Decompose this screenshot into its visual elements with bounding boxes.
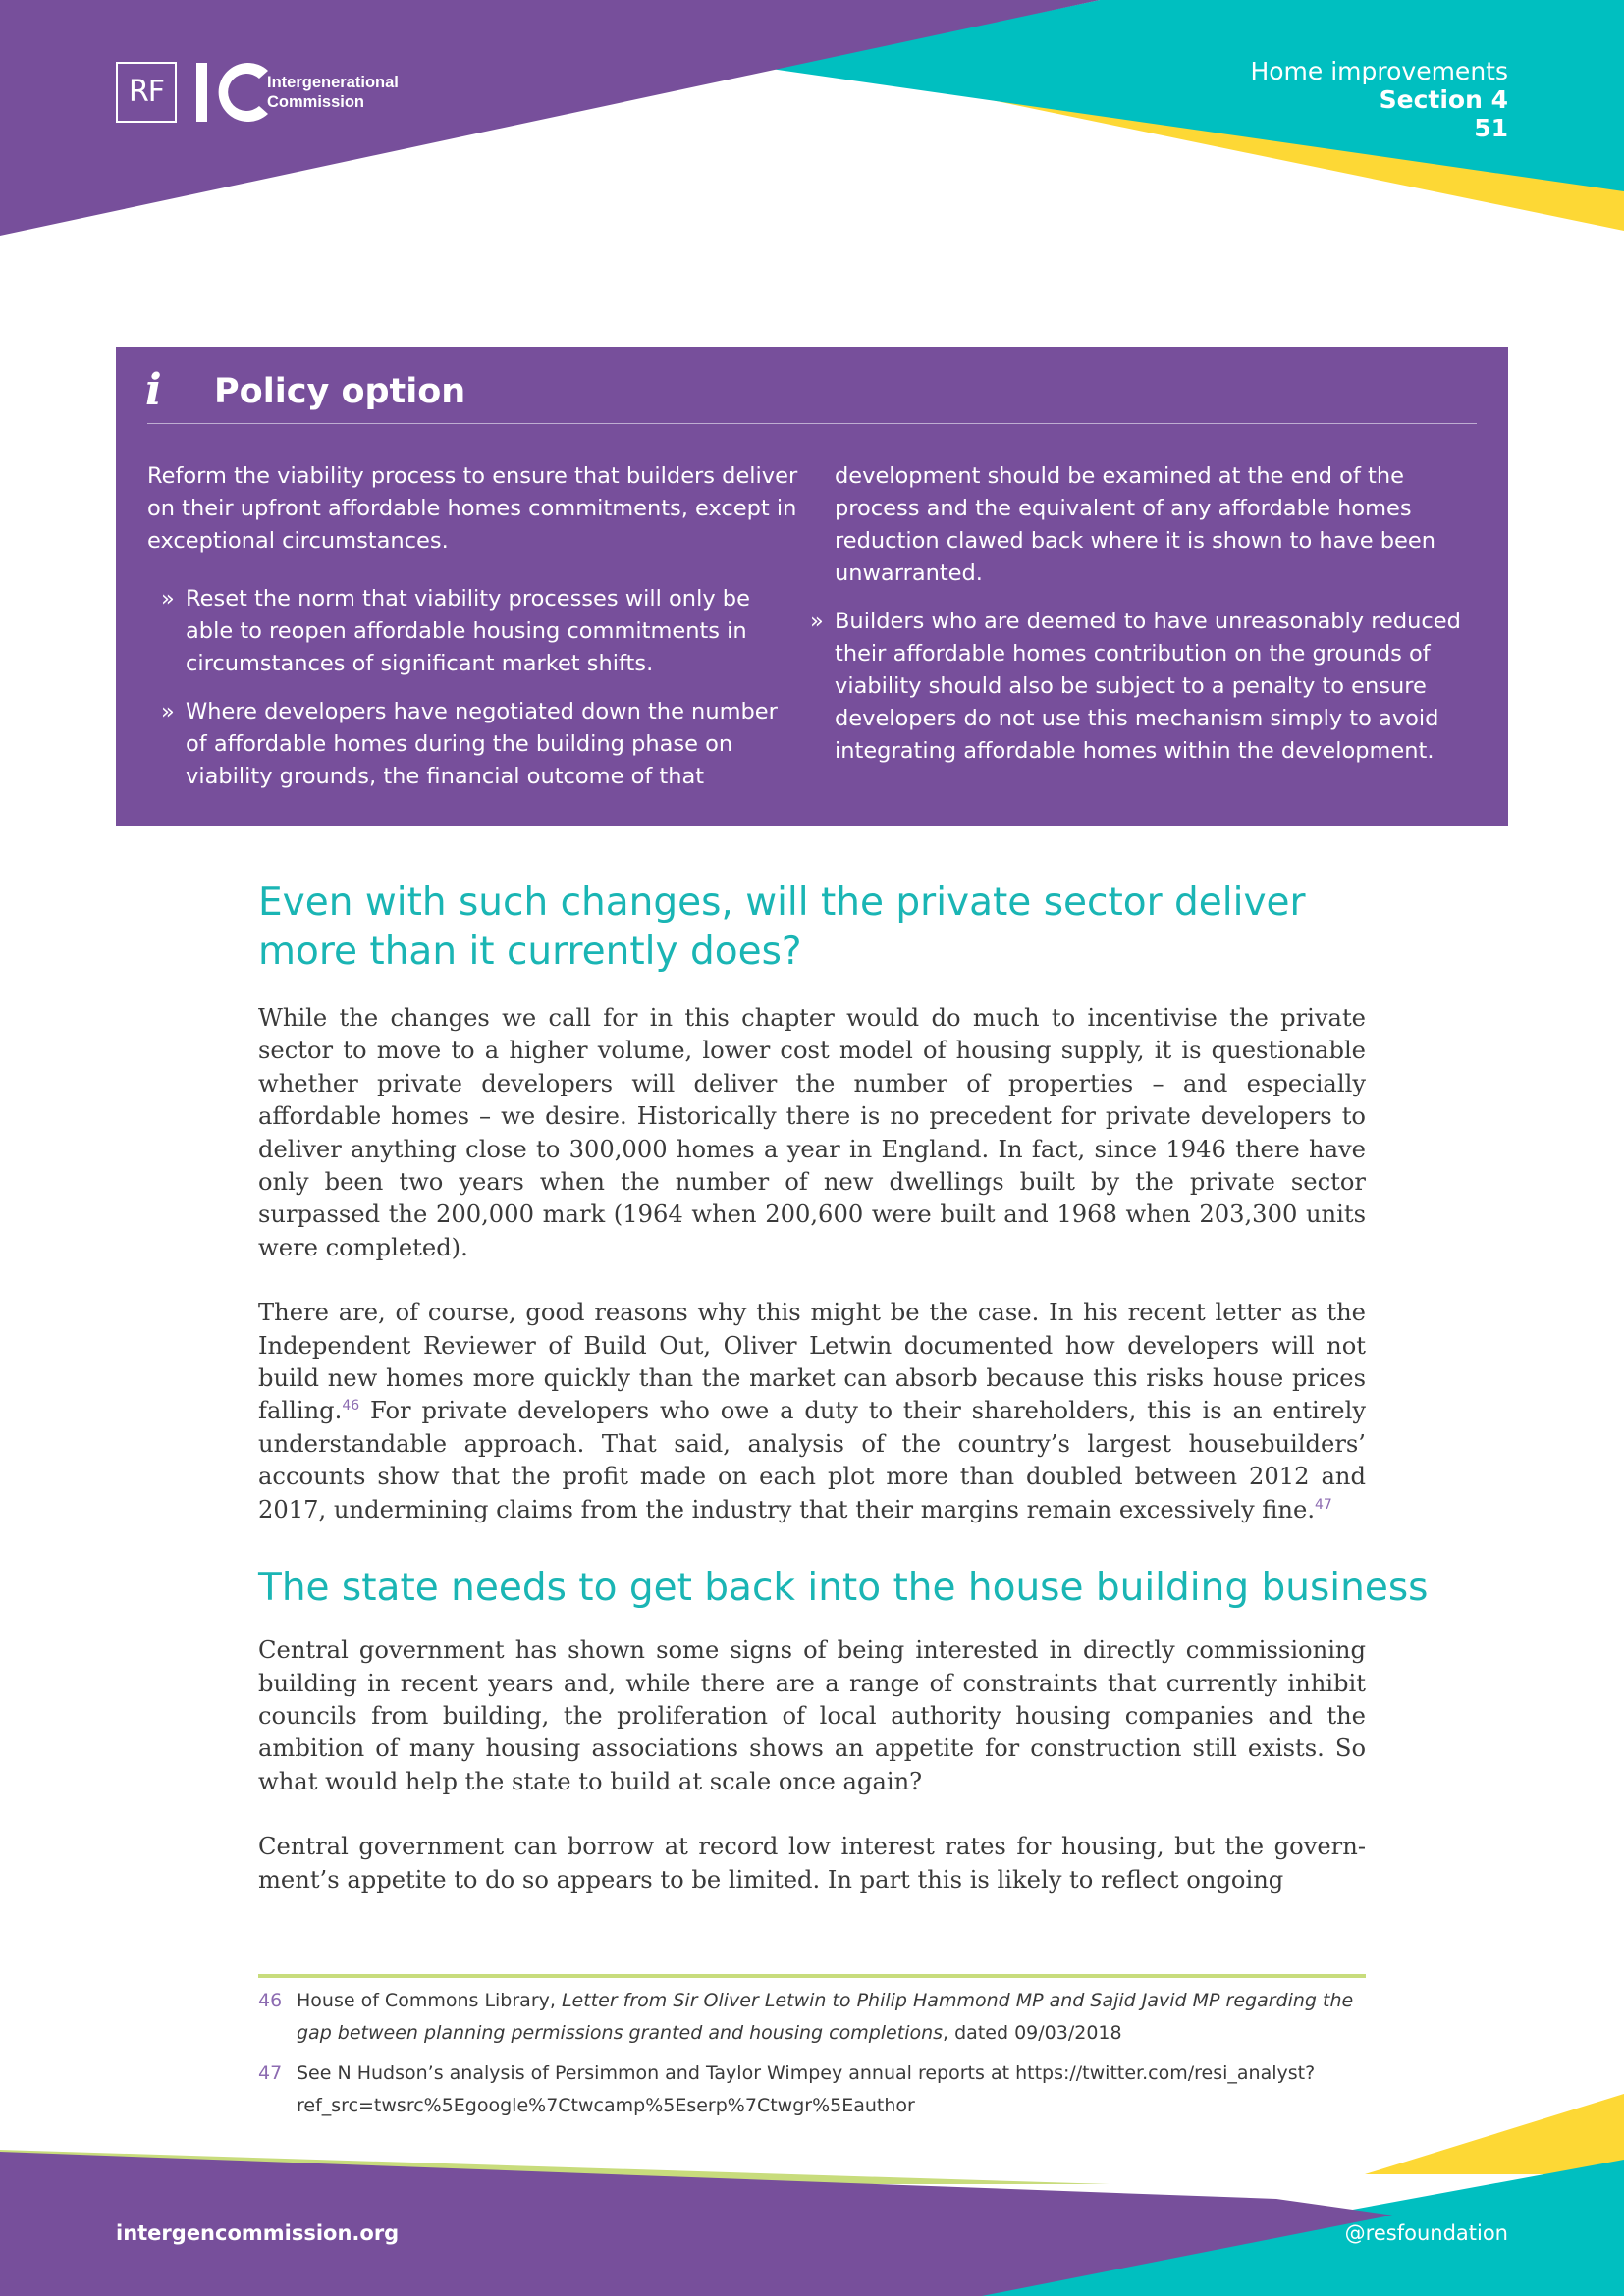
footnote-reference[interactable]: 47 — [1315, 1496, 1332, 1513]
ic-logo-text — [267, 73, 399, 112]
policy-bullet — [796, 606, 1488, 768]
footnote-title: Letter from Sir Oliver Letwin to Philip Hammond MP and Sajid Javid MP regarding the gap between planning permissions granted and housing completions — [297, 1990, 1354, 2044]
policy-option-box — [116, 347, 1508, 826]
body-paragraph: Central government can borrow at record low interest rates for housing, but the government’s appetite to do so appears to be limited. In part this is likely to reflect ongoing — [258, 1833, 1366, 1894]
ic-logo-line1: Intergenerational — [267, 74, 399, 91]
footnote-number: 46 — [258, 1990, 283, 2011]
footnote-number: 47 — [258, 2062, 283, 2084]
footer-website[interactable]: intergencommission.org — [116, 2221, 400, 2245]
page-number: 51 — [1474, 114, 1508, 142]
footnote — [258, 2057, 1366, 2122]
footnote — [258, 1985, 1366, 2050]
policy-bullet-list — [147, 583, 800, 793]
footer-yellow-band — [1365, 2094, 1624, 2174]
footnote-text: House of Commons Library, — [297, 1990, 562, 2011]
body-paragraph: Central government has shown some signs of being interested in directly commissioning building in recent years and, while there are a range of constraints that currently inhibit councils from building, the proliferation of local authority housing companies and the ambition of many housing associations shows an appetite for construction still exists. So what would help the state to build at scale once again? — [258, 1636, 1366, 1795]
body-paragraph — [258, 1297, 1366, 1526]
policy-bullet-text: Builders who are deemed to have unreasonably reduced their affordable homes contribution on the grounds of viability should also be subject to a penalty to ensure developers do not use this mechanism simply to avoid integrating affordable homes within the development. — [835, 609, 1461, 764]
info-icon: i — [145, 365, 162, 415]
bullet-marker-icon: » — [161, 586, 175, 612]
policy-bullet-text: development should be examined at the end of the process and the equivalent of any affordable homes reduction clawed back where it is shown to have been unwarranted. — [835, 463, 1435, 586]
paragraph-text: There are, of course, good reasons why this might be the case. In his recent letter as the Independent Reviewer of Build Out, Oliver Letwin documented how developers will not build new homes more quickly than the market can absorb because this risks house prices falling. — [258, 1299, 1366, 1425]
policy-bullet-text: Reset the norm that viability processes will only be able to reopen affordable housing commitments in circumstances of significant market shifts. — [186, 586, 750, 676]
policy-bullet — [147, 583, 800, 680]
rf-logo: RF — [116, 62, 177, 123]
ic-logo-line2: Commission — [267, 93, 365, 111]
policy-bullet-continuation — [687, 460, 1488, 590]
footnotes — [258, 1985, 1366, 2122]
paragraph-text: For private developers who owe a duty to their shareholders, this is an entirely understandable approach. That said, analysis of the country’s largest housebuilders’ accounts show that the profit made on each plot more than doubled between 2012 and 2017, undermining claims from the industry that their margins remain excessively fine. — [258, 1397, 1366, 1523]
policy-title: Policy option — [214, 372, 466, 411]
header-section-info — [1250, 57, 1508, 142]
policy-intro: Reform the viability process to ensure that builders deliver on their upfront affordable homes commitments, except in exceptional circumstances. — [147, 463, 798, 554]
section-heading: Even with such changes, will the private sector deliver more than it currently does? — [258, 881, 1306, 974]
policy-bullet — [147, 696, 800, 793]
section-label: Section 4 — [1379, 85, 1508, 114]
bullet-marker-icon: » — [810, 609, 824, 634]
section-heading: The state needs to get back into the house building business — [258, 1566, 1429, 1611]
footnote-text[interactable]: See N Hudson’s analysis of Persimmon and Taylor Wimpey annual reports at https://twitter.com/resi_analyst?ref_src=twsrc%5Egoogle%7Ctwcamp%5Eserp%7Ctwgr%5Eauthor — [297, 2062, 1316, 2116]
chapter-title: Home improvements — [1250, 57, 1508, 85]
policy-divider — [147, 423, 1477, 424]
footer-handle[interactable]: @resfoundation — [1344, 2221, 1508, 2245]
main-content — [258, 879, 1429, 1896]
policy-bullet-list-continued — [810, 460, 1488, 768]
policy-right-column — [810, 460, 1488, 768]
policy-bullet-text: Where developers have negotiated down the number of affordable homes during the building phase on viability grounds, the financial outcome of that — [186, 699, 778, 789]
footnote-text: , dated 09/03/2018 — [943, 2022, 1122, 2044]
footnote-reference[interactable]: 46 — [342, 1398, 360, 1415]
bullet-marker-icon: » — [161, 699, 175, 724]
body-paragraph: While the changes we call for in this chapter would do much to incentivise the private sector to move to a higher volume, lower cost model of housing supply, it is questionable whether private developers will deliver the number of properties – and especially affordable homes – we desire. Historically there is no precedent for private developers to deliver anything close to 300,000 homes a year in England. In fact, since 1946 there have only been two years when the number of new dwellings built by the private sector surpassed the 200,000 mark (1964 when 200,600 were built and 1968 when 203,300 units were completed). — [258, 1004, 1366, 1261]
footnote-divider — [258, 1974, 1366, 1978]
